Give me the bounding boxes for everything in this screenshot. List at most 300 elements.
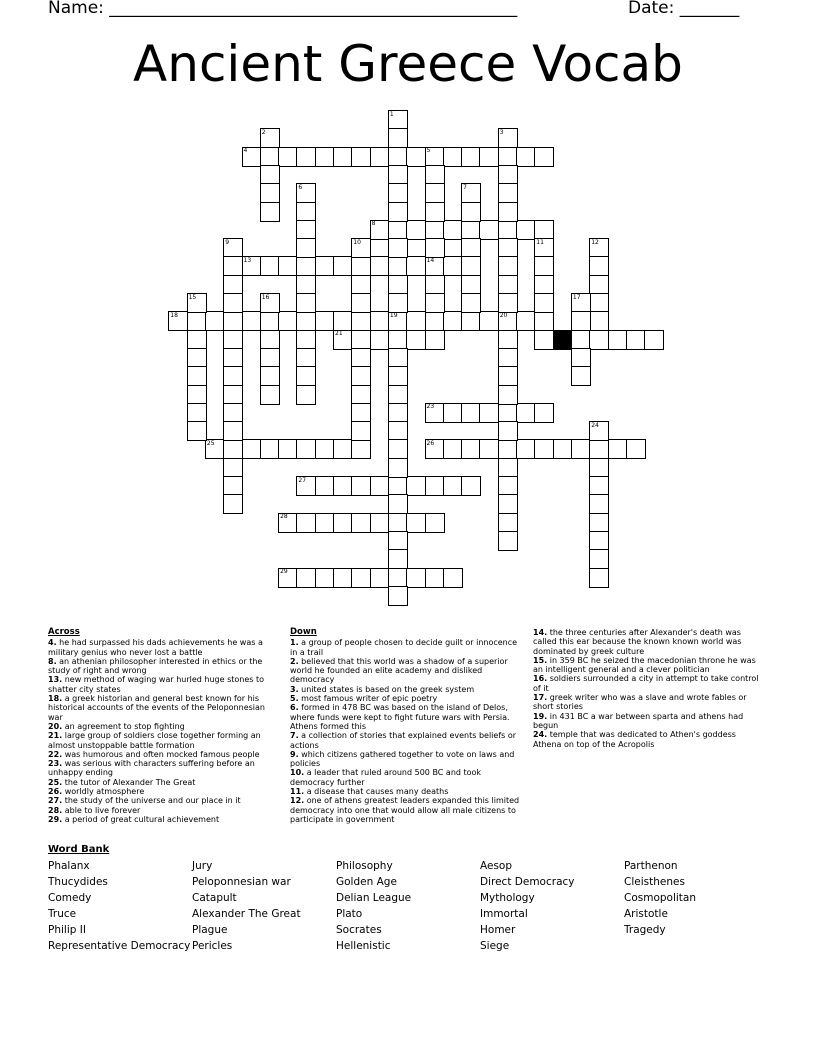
word-bank-column [480, 858, 575, 954]
word-bank-word: Homer [480, 924, 516, 936]
clue-item [290, 768, 522, 787]
crossword-cell[interactable] [534, 311, 554, 331]
crossword-cell[interactable] [351, 476, 371, 496]
crossword-cell[interactable] [516, 439, 536, 459]
crossword-cell[interactable] [296, 568, 316, 588]
clue-item [290, 703, 522, 731]
crossword-cell[interactable] [351, 403, 371, 423]
crossword-cell[interactable] [278, 439, 298, 459]
clue-item [290, 731, 522, 750]
crossword-cell[interactable] [388, 439, 408, 459]
crossword-cell[interactable] [260, 348, 280, 368]
crossword-cell[interactable] [260, 330, 280, 350]
crossword-cell[interactable] [351, 568, 371, 588]
crossword-cell[interactable] [406, 568, 426, 588]
word-bank-word: Cleisthenes [624, 876, 685, 888]
crossword-cell[interactable] [425, 220, 445, 240]
crossword-cell[interactable] [589, 531, 609, 551]
crossword-cell[interactable] [315, 568, 335, 588]
crossword-cell[interactable] [589, 439, 609, 459]
crossword-cell[interactable] [406, 476, 426, 496]
crossword-cell[interactable] [296, 439, 316, 459]
crossword-cell[interactable] [498, 238, 518, 258]
crossword-cell[interactable] [461, 439, 481, 459]
clue-item [48, 759, 280, 778]
clue-text: formed in 478 BC was based on the island of Delos, where funds were kept to fight future wars with Persia. Athens formed this [290, 703, 510, 731]
crossword-cell[interactable] [260, 202, 280, 222]
crossword-cell[interactable] [296, 202, 316, 222]
crossword-cell[interactable] [498, 458, 518, 478]
crossword-cell[interactable] [443, 476, 463, 496]
crossword-cell[interactable] [406, 513, 426, 533]
clue-text: he had surpassed his dads achievements he was a military genius who never lost a battle [48, 638, 263, 657]
cell-number: 21 [335, 330, 343, 338]
cell-number: 1 [389, 110, 394, 118]
crossword-cell[interactable] [589, 568, 609, 588]
crossword-cell[interactable] [370, 147, 390, 167]
crossword-cell[interactable] [498, 256, 518, 276]
date-field-label[interactable]: Date: _______ [628, 0, 740, 18]
clue-number: 6. [290, 703, 299, 713]
crossword-cell[interactable] [589, 256, 609, 276]
cell-number: 24 [591, 421, 599, 429]
word-bank-word: Cosmopolitan [624, 892, 697, 904]
crossword-cell[interactable] [223, 421, 243, 441]
crossword-cell[interactable] [461, 293, 481, 313]
crossword-cell[interactable] [461, 220, 481, 240]
clue-item [533, 628, 765, 656]
crossword-cell[interactable] [406, 220, 426, 240]
crossword-cell[interactable] [187, 421, 207, 441]
word-bank-word: Aesop [480, 860, 513, 872]
crossword-cell[interactable] [388, 421, 408, 441]
crossword-cell[interactable] [425, 275, 445, 295]
crossword-cell[interactable] [260, 366, 280, 386]
crossword-cell[interactable] [498, 220, 518, 240]
crossword-cell[interactable] [589, 275, 609, 295]
crossword-cell[interactable] [498, 147, 518, 167]
clue-text: new method of waging war hurled huge stones to shatter city states [48, 675, 265, 694]
crossword-cell[interactable] [296, 147, 316, 167]
crossword-cell[interactable] [333, 256, 353, 276]
crossword-cell[interactable] [388, 330, 408, 350]
crossword-cell[interactable] [296, 348, 316, 368]
crossword-cell[interactable] [260, 147, 280, 167]
crossword-cell[interactable] [223, 275, 243, 295]
crossword-cell[interactable] [534, 330, 554, 350]
crossword-cell[interactable] [223, 293, 243, 313]
crossword-cell[interactable] [296, 238, 316, 258]
crossword-cell[interactable] [608, 330, 628, 350]
cell-number: 28 [280, 513, 288, 521]
crossword-cell[interactable] [498, 421, 518, 441]
crossword-cell[interactable] [351, 293, 371, 313]
crossword-cell[interactable] [498, 293, 518, 313]
crossword-cell[interactable] [223, 458, 243, 478]
clue-text: the study of the universe and our place in it [62, 796, 241, 806]
crossword-cell[interactable] [388, 403, 408, 423]
crossword-cell[interactable] [443, 220, 463, 240]
across-clues [48, 628, 280, 824]
crossword-cell[interactable] [425, 513, 445, 533]
crossword-cell[interactable] [479, 147, 499, 167]
cell-number: 8 [371, 220, 376, 228]
crossword-cell[interactable] [498, 275, 518, 295]
crossword-cell[interactable] [388, 202, 408, 222]
crossword-cell[interactable] [260, 256, 280, 276]
crossword-cell[interactable] [443, 311, 463, 331]
crossword-cell[interactable] [461, 202, 481, 222]
crossword-cell[interactable] [351, 330, 371, 350]
crossword-cell[interactable] [516, 311, 536, 331]
crossword-cell[interactable] [223, 476, 243, 496]
crossword-cell[interactable] [498, 476, 518, 496]
crossword-cell[interactable] [571, 439, 591, 459]
crossword-cell[interactable] [296, 220, 316, 240]
crossword-cell[interactable] [571, 348, 591, 368]
clue-item [48, 815, 280, 824]
crossword-cell[interactable] [351, 439, 371, 459]
crossword-cell[interactable] [187, 385, 207, 405]
clue-number: 7. [290, 731, 299, 741]
crossword-cell[interactable] [498, 531, 518, 551]
crossword-cell[interactable] [534, 147, 554, 167]
crossword-cell[interactable] [296, 385, 316, 405]
clue-text: worldly atmosphere [62, 787, 145, 797]
crossword-cell[interactable] [388, 275, 408, 295]
crossword-cell[interactable] [443, 147, 463, 167]
crossword-cell[interactable] [187, 311, 207, 331]
clue-text: a collection of stories that explained events beliefs or actions [290, 731, 517, 750]
crossword-cell[interactable] [534, 439, 554, 459]
clue-number: 1. [290, 638, 299, 648]
crossword-cell[interactable] [553, 439, 573, 459]
down-heading: Down [290, 627, 317, 637]
crossword-cell[interactable] [443, 568, 463, 588]
crossword-cell[interactable] [425, 311, 445, 331]
crossword-cell[interactable] [223, 330, 243, 350]
crossword-cell[interactable] [296, 293, 316, 313]
crossword-cell[interactable] [443, 439, 463, 459]
crossword-cell[interactable] [534, 403, 554, 423]
clue-number: 18. [48, 694, 63, 704]
crossword-cell[interactable] [223, 403, 243, 423]
crossword-cell[interactable] [388, 165, 408, 185]
crossword-cell[interactable] [187, 366, 207, 386]
crossword-cell[interactable] [498, 330, 518, 350]
crossword-cell[interactable] [388, 385, 408, 405]
word-bank-word: Truce [48, 908, 77, 920]
crossword-cell[interactable] [461, 275, 481, 295]
crossword-cell[interactable] [388, 366, 408, 386]
cell-number: 9 [225, 238, 230, 246]
crossword-cell[interactable] [351, 385, 371, 405]
clue-text: in 431 BC a war between sparta and athens had begun [533, 711, 744, 730]
crossword-cell[interactable] [461, 476, 481, 496]
crossword-cell[interactable] [388, 549, 408, 569]
crossword-cell[interactable] [626, 439, 646, 459]
crossword-cell[interactable] [589, 476, 609, 496]
crossword-cell[interactable] [278, 147, 298, 167]
crossword-cell[interactable] [315, 513, 335, 533]
crossword-cell[interactable] [333, 147, 353, 167]
crossword-cell[interactable] [351, 421, 371, 441]
crossword-cell[interactable] [406, 147, 426, 167]
crossword-cell[interactable] [479, 439, 499, 459]
crossword-cell[interactable] [223, 366, 243, 386]
cell-number: 15 [188, 293, 197, 301]
crossword-cell[interactable] [571, 366, 591, 386]
crossword-cell[interactable] [589, 494, 609, 514]
word-bank-word: Pericles [192, 940, 233, 952]
crossword-cell[interactable] [333, 568, 353, 588]
crossword-cell[interactable] [443, 256, 463, 276]
crossword-cell[interactable] [425, 330, 445, 350]
crossword-cell[interactable] [388, 586, 408, 606]
clue-text: able to live forever [62, 805, 141, 815]
crossword-cell[interactable] [315, 147, 335, 167]
clue-number: 23. [48, 759, 63, 769]
page-title: Ancient Greece Vocab [133, 35, 683, 93]
crossword-cell[interactable] [425, 183, 445, 203]
crossword-cell[interactable] [351, 348, 371, 368]
crossword-cell[interactable] [498, 202, 518, 222]
clue-item [290, 787, 522, 796]
clue-item [290, 694, 522, 703]
cell-number: 16 [261, 293, 270, 301]
clue-number: 24. [533, 730, 548, 740]
crossword-cell[interactable] [315, 476, 335, 496]
crossword-cell[interactable] [388, 568, 408, 588]
crossword-cell[interactable] [516, 403, 536, 423]
word-bank-word: Parthenon [624, 860, 678, 872]
crossword-cell[interactable] [351, 147, 371, 167]
crossword-cell[interactable] [351, 275, 371, 295]
word-bank-word: Jury [192, 860, 213, 872]
word-bank-word: Plague [192, 924, 228, 936]
crossword-cell[interactable] [479, 220, 499, 240]
crossword-cell[interactable] [278, 311, 298, 331]
clue-text: which citizens gathered together to vote on laws and policies [290, 749, 515, 769]
cell-number: 29 [280, 568, 288, 575]
crossword-cell[interactable] [296, 513, 316, 533]
clue-text: a group of people chosen to decide guilt or innocence in a trail [290, 638, 518, 657]
crossword-cell[interactable] [498, 385, 518, 405]
clue-number: 28. [48, 805, 63, 815]
clue-text: the three centuries after Alexander's death was called this ear because the known known world was dominated by greek culture [533, 628, 742, 656]
word-bank-column [48, 858, 190, 954]
cell-number: 23 [426, 403, 435, 411]
crossword-cell[interactable] [388, 238, 408, 258]
clue-number: 25. [48, 777, 63, 787]
crossword-cell[interactable] [296, 366, 316, 386]
crossword-cell[interactable] [571, 330, 591, 350]
crossword-cell[interactable] [260, 165, 280, 185]
name-field-label[interactable]: Name: ________________________________________________ [48, 0, 518, 18]
crossword-cell[interactable] [205, 311, 225, 331]
crossword-cell[interactable] [589, 458, 609, 478]
crossword-cell[interactable] [498, 366, 518, 386]
clue-text: united states is based on the greek system [298, 684, 475, 694]
crossword-cell[interactable] [534, 293, 554, 313]
crossword-cell[interactable] [406, 256, 426, 276]
crossword-cell[interactable] [351, 256, 371, 276]
crossword-cell[interactable] [333, 439, 353, 459]
clue-number: 27. [48, 796, 63, 806]
crossword-cell[interactable] [223, 439, 243, 459]
crossword-cell[interactable] [260, 385, 280, 405]
crossword-cell[interactable] [315, 256, 335, 276]
crossword-cell[interactable] [461, 256, 481, 276]
crossword-cell[interactable] [461, 238, 481, 258]
crossword-cell[interactable] [443, 403, 463, 423]
crossword-cell[interactable] [498, 348, 518, 368]
crossword-cell[interactable] [351, 513, 371, 533]
crossword-cell[interactable] [516, 147, 536, 167]
crossword-cell[interactable] [223, 348, 243, 368]
cell-number: 13 [243, 256, 252, 264]
clue-text: an agreement to stop fighting [62, 721, 185, 731]
crossword-cell[interactable] [498, 183, 518, 203]
crossword-cell[interactable] [425, 293, 445, 313]
crossword-cell[interactable] [534, 256, 554, 276]
crossword-cell[interactable] [296, 311, 316, 331]
crossword-cell[interactable] [242, 311, 262, 331]
crossword-cell[interactable] [370, 476, 390, 496]
crossword-cell[interactable] [479, 403, 499, 423]
crossword-cell[interactable] [498, 165, 518, 185]
crossword-cell[interactable] [534, 275, 554, 295]
crossword-cell[interactable] [425, 202, 445, 222]
crossword-cell[interactable] [589, 293, 609, 313]
cell-number: 5 [426, 147, 431, 155]
crossword-cell[interactable] [370, 256, 390, 276]
clue-number: 26. [48, 787, 63, 797]
crossword-cell[interactable] [223, 256, 243, 276]
crossword-cell[interactable] [388, 183, 408, 203]
crossword-cell[interactable] [589, 311, 609, 331]
crossword-cell[interactable] [187, 403, 207, 423]
crossword-cell[interactable] [388, 128, 408, 148]
crossword-cell[interactable] [388, 513, 408, 533]
crossword-cell[interactable] [425, 165, 445, 185]
clue-item [48, 694, 280, 722]
clue-number: 2. [290, 656, 299, 666]
crossword-cell[interactable] [534, 220, 554, 240]
cell-number: 17 [572, 293, 581, 301]
crossword-cell[interactable] [296, 275, 316, 295]
crossword-cell[interactable] [296, 330, 316, 350]
crossword-cell[interactable] [461, 311, 481, 331]
crossword-cell[interactable] [461, 403, 481, 423]
crossword-cell[interactable] [351, 311, 371, 331]
cell-number: 25 [206, 439, 215, 447]
crossword-cell[interactable] [223, 385, 243, 405]
crossword-cell[interactable] [626, 330, 646, 350]
clue-text: was serious with characters suffering before an unhappy ending [48, 759, 255, 778]
crossword-cell[interactable] [388, 531, 408, 551]
crossword-cell[interactable] [333, 513, 353, 533]
word-bank-heading: Word Bank [48, 844, 110, 855]
cell-number: 6 [298, 183, 303, 191]
clue-item [48, 675, 280, 694]
crossword-cell[interactable] [242, 439, 262, 459]
crossword-cell[interactable] [315, 311, 335, 331]
word-bank-word: Siege [480, 940, 510, 952]
crossword-cell[interactable] [589, 549, 609, 569]
crossword-cell[interactable] [571, 311, 591, 331]
crossword-cell[interactable] [425, 238, 445, 258]
crossword-cell[interactable] [187, 348, 207, 368]
clue-text: an athenian philosopher interested in ethics or the study of right and wrong [48, 656, 263, 676]
crossword-cell[interactable] [223, 494, 243, 514]
crossword-cell[interactable] [644, 330, 664, 350]
crossword-cell[interactable] [260, 183, 280, 203]
clue-item [533, 674, 765, 693]
word-bank-word: Thucydides [48, 876, 108, 888]
crossword-cell[interactable] [388, 476, 408, 496]
crossword-cell[interactable] [370, 513, 390, 533]
crossword-cell[interactable] [315, 439, 335, 459]
crossword-cell[interactable] [260, 311, 280, 331]
crossword-cell[interactable] [388, 494, 408, 514]
crossword-cell[interactable] [498, 403, 518, 423]
crossword-cell[interactable] [370, 568, 390, 588]
crossword-cell[interactable] [388, 256, 408, 276]
crossword-cell[interactable] [425, 476, 445, 496]
crossword-cell[interactable] [278, 256, 298, 276]
crossword-cell[interactable] [370, 311, 390, 331]
crossword-cell[interactable] [498, 439, 518, 459]
crossword-cell[interactable] [406, 311, 426, 331]
clue-item [533, 693, 765, 712]
crossword-cell[interactable] [223, 311, 243, 331]
crossword-cell[interactable] [388, 293, 408, 313]
clue-item [48, 638, 280, 657]
cell-number: 12 [591, 238, 599, 246]
down-list-continued [533, 628, 765, 749]
crossword-cell[interactable] [388, 458, 408, 478]
crossword-cell[interactable] [589, 513, 609, 533]
crossword-cell[interactable] [406, 330, 426, 350]
crossword-cell[interactable] [425, 568, 445, 588]
word-bank-word: Socrates [336, 924, 382, 936]
cell-number: 26 [426, 439, 435, 447]
crossword-cell[interactable] [333, 476, 353, 496]
clue-item [48, 657, 280, 676]
crossword-cell[interactable] [296, 256, 316, 276]
crossword-cell[interactable] [388, 147, 408, 167]
crossword-cell[interactable] [351, 366, 371, 386]
crossword-cell[interactable] [333, 311, 353, 331]
clue-text: most famous writer of epic poetry [298, 694, 438, 704]
cell-number: 4 [243, 147, 248, 155]
crossword-cell[interactable] [388, 348, 408, 368]
crossword-cell[interactable] [388, 220, 408, 240]
crossword-cell[interactable] [589, 330, 609, 350]
crossword-cell[interactable] [370, 330, 390, 350]
across-heading: Across [48, 627, 80, 637]
crossword-cell[interactable] [187, 330, 207, 350]
crossword-cell[interactable] [461, 147, 481, 167]
crossword-cell[interactable] [498, 494, 518, 514]
crossword-cell[interactable] [608, 439, 628, 459]
crossword-cell[interactable] [479, 311, 499, 331]
crossword-cell[interactable] [516, 220, 536, 240]
word-bank-word: Aristotle [624, 908, 668, 920]
crossword-cell[interactable] [260, 439, 280, 459]
crossword-cell[interactable] [498, 513, 518, 533]
